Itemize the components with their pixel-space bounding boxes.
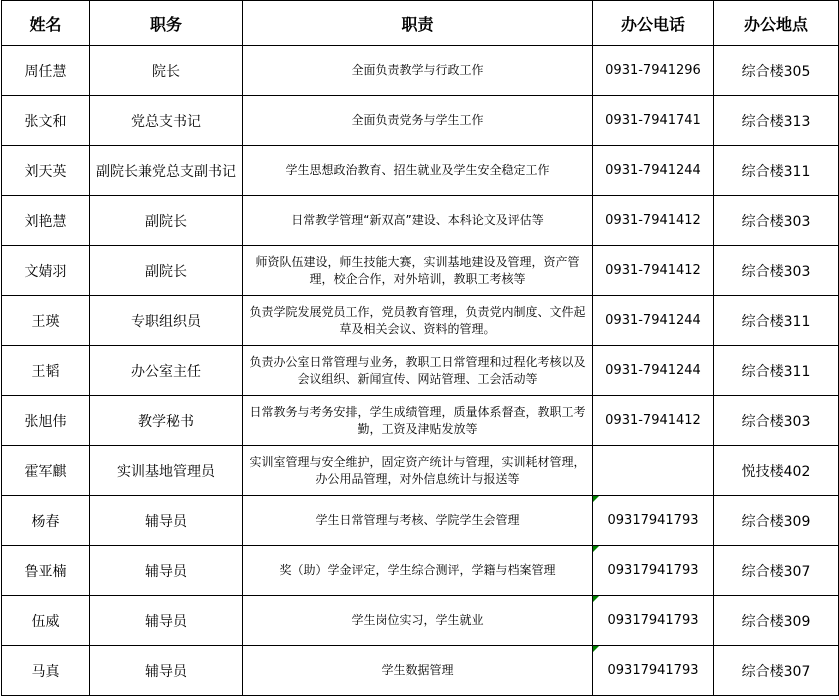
name-cell (2, 146, 90, 196)
position-cell (90, 246, 243, 296)
position-cell-text: 副院长 (145, 213, 187, 230)
table-row (2, 546, 839, 596)
position-cell-text: 辅导员 (145, 613, 187, 630)
position-cell (90, 646, 243, 696)
position-cell-text: 教学秘书 (138, 413, 194, 430)
duty-cell-text: 学生日常管理与考核、学院学生会管理 (315, 513, 520, 527)
duty-cell (243, 146, 593, 196)
location-cell (714, 496, 839, 546)
location-cell (714, 196, 839, 246)
name-cell (2, 96, 90, 146)
duty-cell-text: 日常教学管理“新双高”建设、本科论文及评估等 (291, 213, 544, 227)
name-cell (2, 596, 90, 646)
position-cell (90, 96, 243, 146)
table-row (2, 646, 839, 696)
phone-cell-text: 0931-7941741 (605, 113, 701, 128)
phone-cell-text: 0931-7941412 (605, 263, 701, 278)
position-cell-text: 辅导员 (145, 663, 187, 680)
phone-cell (593, 346, 714, 396)
duty-cell (243, 446, 593, 496)
name-cell-text: 王韬 (31, 363, 60, 380)
table-row (2, 46, 839, 96)
location-cell-text: 综合楼311 (741, 363, 811, 380)
location-cell-text: 综合楼311 (741, 313, 811, 330)
table-row (2, 96, 839, 146)
location-cell-text: 综合楼303 (741, 413, 811, 430)
table-row (2, 196, 839, 246)
phone-cell-text: 09317941793 (607, 513, 699, 528)
name-cell (2, 46, 90, 96)
phone-cell (593, 146, 714, 196)
duty-cell (243, 346, 593, 396)
error-indicator-icon (593, 496, 599, 502)
location-cell-text: 综合楼309 (741, 513, 811, 530)
header-location: 办公地点 (714, 1, 839, 46)
position-cell (90, 546, 243, 596)
duty-cell-text: 学生岗位实习，学生就业 (351, 613, 484, 627)
duty-cell (243, 196, 593, 246)
header-name: 姓名 (2, 1, 90, 46)
duty-cell (243, 96, 593, 146)
staff-table (1, 0, 839, 696)
location-cell (714, 96, 839, 146)
name-cell (2, 646, 90, 696)
duty-cell-text: 实训室管理与安全维护，固定资产统计与管理，实训耗材管理，办公用品管理，对外信息统计与报送等 (249, 454, 586, 486)
position-cell (90, 346, 243, 396)
location-cell-text: 综合楼307 (741, 563, 811, 580)
duty-cell-text: 学生思想政治教育、招生就业及学生安全稳定工作 (285, 163, 550, 177)
table-row (2, 396, 839, 446)
phone-cell (593, 596, 714, 646)
duty-cell-text: 全面负责教学与行政工作 (351, 63, 484, 77)
table-row (2, 346, 839, 396)
table-row (2, 596, 839, 646)
name-cell (2, 496, 90, 546)
position-cell-text: 院长 (152, 63, 180, 80)
duty-cell-text: 负责办公室日常管理与业务，教职工日常管理和过程化考核以及会议组织、新闻宣传、网站管理、工会活动等 (249, 354, 586, 386)
location-cell (714, 46, 839, 96)
name-cell (2, 346, 90, 396)
name-cell-text: 刘天英 (24, 163, 67, 180)
duty-cell (243, 496, 593, 546)
position-cell-text: 副院长 (145, 263, 187, 280)
name-cell-text: 张旭伟 (24, 413, 67, 430)
duty-cell-text: 日常教务与考务安排，学生成绩管理，质量体系督查，教职工考勤，工资及津贴发放等 (249, 404, 586, 436)
phone-cell (593, 46, 714, 96)
name-cell-text: 伍威 (31, 613, 60, 630)
location-cell (714, 546, 839, 596)
phone-cell-text: 09317941793 (607, 663, 699, 678)
name-cell-text: 文婧羽 (24, 263, 67, 280)
location-cell-text: 悦技楼402 (741, 463, 811, 480)
header-position: 职务 (90, 1, 243, 46)
phone-cell (593, 546, 714, 596)
position-cell (90, 496, 243, 546)
position-cell (90, 46, 243, 96)
duty-cell (243, 46, 593, 96)
phone-cell-text: 0931-7941296 (605, 63, 701, 78)
phone-cell-text: 09317941793 (607, 563, 699, 578)
position-cell (90, 596, 243, 646)
table-row (2, 496, 839, 546)
header-row (2, 1, 839, 46)
duty-cell-text: 奖（助）学金评定，学生综合测评，学籍与档案管理 (279, 563, 556, 577)
phone-cell (593, 96, 714, 146)
position-cell-text: 办公室主任 (131, 363, 201, 380)
table-row (2, 296, 839, 346)
position-cell-text: 辅导员 (145, 513, 187, 530)
position-cell (90, 446, 243, 496)
location-cell-text: 综合楼313 (741, 113, 811, 130)
name-cell (2, 446, 90, 496)
position-cell (90, 396, 243, 446)
table-row (2, 146, 839, 196)
phone-cell-text: 0931-7941412 (605, 213, 701, 228)
table-row (2, 246, 839, 296)
phone-cell (593, 646, 714, 696)
duty-cell (243, 296, 593, 346)
phone-cell (593, 246, 714, 296)
duty-cell (243, 396, 593, 446)
phone-cell (593, 396, 714, 446)
name-cell (2, 396, 90, 446)
error-indicator-icon (593, 646, 599, 652)
position-cell-text: 副院长兼党总支副书记 (96, 163, 236, 180)
location-cell (714, 296, 839, 346)
location-cell (714, 446, 839, 496)
duty-cell (243, 546, 593, 596)
location-cell (714, 646, 839, 696)
name-cell-text: 张文和 (24, 113, 67, 130)
error-indicator-icon (593, 546, 599, 552)
error-indicator-icon (593, 596, 599, 602)
name-cell-text: 周任慧 (24, 63, 67, 80)
name-cell (2, 196, 90, 246)
phone-cell (593, 296, 714, 346)
phone-cell-text: 09317941793 (607, 613, 699, 628)
position-cell (90, 146, 243, 196)
name-cell-text: 马真 (31, 663, 60, 680)
name-cell-text: 刘艳慧 (24, 213, 67, 230)
position-cell-text: 专职组织员 (131, 313, 201, 330)
phone-cell-text: 0931-7941244 (605, 313, 701, 328)
location-cell-text: 综合楼311 (741, 163, 811, 180)
phone-cell (593, 496, 714, 546)
name-cell (2, 246, 90, 296)
position-cell-text: 党总支书记 (131, 113, 201, 130)
location-cell-text: 综合楼307 (741, 663, 811, 680)
phone-cell-text: 0931-7941244 (605, 163, 701, 178)
phone-cell-text: 0931-7941412 (605, 413, 701, 428)
duty-cell-text: 全面负责党务与学生工作 (351, 113, 484, 127)
position-cell-text: 辅导员 (145, 563, 187, 580)
name-cell-text: 杨春 (31, 513, 60, 530)
location-cell-text: 综合楼303 (741, 263, 811, 280)
duty-cell-text: 师资队伍建设，师生技能大赛，实训基地建设及管理，资产管理，校企合作，对外培训，教职工考核等 (255, 254, 580, 286)
phone-cell (593, 446, 714, 496)
location-cell (714, 396, 839, 446)
duty-cell (243, 596, 593, 646)
duty-cell-text: 负责学院发展党员工作，党员教育管理，负责党内制度、文件起草及相关会议、资料的管理。 (249, 304, 586, 336)
name-cell-text: 王瑛 (31, 313, 60, 330)
header-duty: 职责 (243, 1, 593, 46)
table-row (2, 446, 839, 496)
duty-cell-text: 学生数据管理 (381, 663, 454, 677)
name-cell-text: 鲁亚楠 (24, 563, 67, 580)
position-cell (90, 296, 243, 346)
name-cell (2, 546, 90, 596)
duty-cell (243, 246, 593, 296)
location-cell (714, 596, 839, 646)
name-cell (2, 296, 90, 346)
name-cell-text: 霍军麒 (24, 463, 67, 480)
location-cell (714, 246, 839, 296)
location-cell-text: 综合楼309 (741, 613, 811, 630)
phone-cell-text: 0931-7941244 (605, 363, 701, 378)
location-cell-text: 综合楼305 (741, 63, 811, 80)
location-cell-text: 综合楼303 (741, 213, 811, 230)
location-cell (714, 346, 839, 396)
location-cell (714, 146, 839, 196)
header-phone: 办公电话 (593, 1, 714, 46)
phone-cell (593, 196, 714, 246)
position-cell (90, 196, 243, 246)
position-cell-text: 实训基地管理员 (117, 463, 215, 480)
duty-cell (243, 646, 593, 696)
